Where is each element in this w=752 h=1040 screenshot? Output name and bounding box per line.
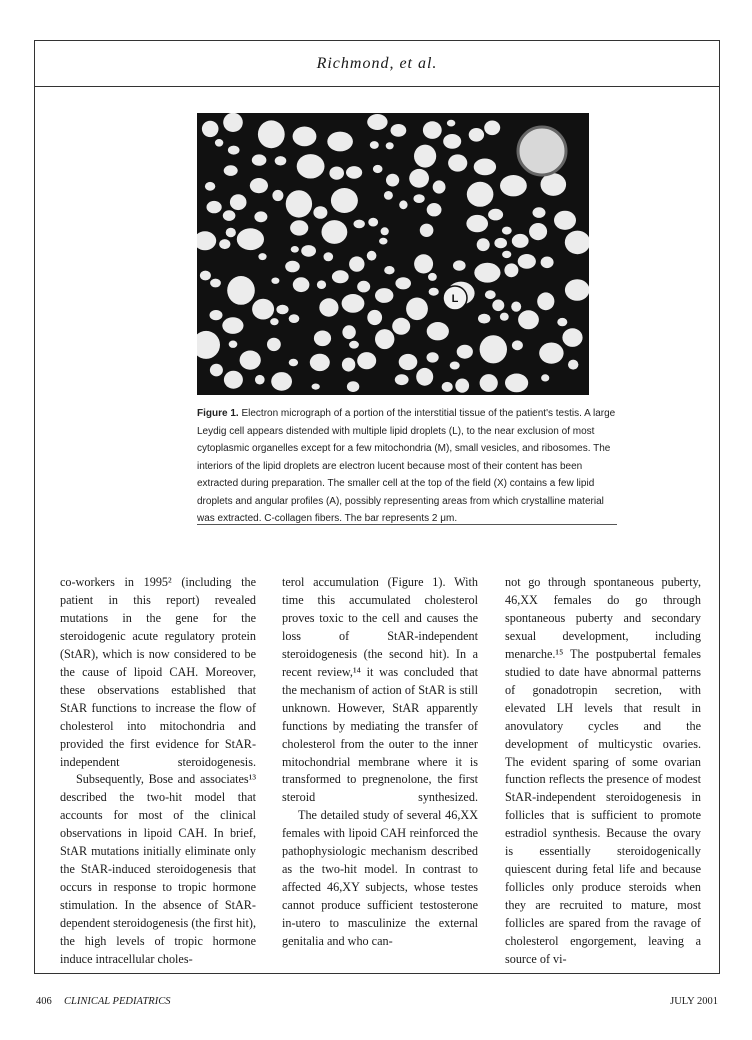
lipid-droplet	[347, 381, 359, 392]
lipid-droplet	[428, 273, 437, 281]
lipid-droplet	[386, 142, 394, 149]
lipid-droplet	[474, 263, 500, 283]
lipid-droplet	[416, 368, 433, 386]
lipid-droplet	[485, 290, 496, 299]
lipid-droplet	[317, 280, 326, 289]
lipid-droplet	[557, 318, 567, 326]
lipid-droplet	[386, 174, 399, 187]
lipid-droplet	[467, 182, 494, 207]
lipid-droplet	[406, 298, 428, 321]
lipid-droplet	[310, 354, 330, 371]
lipid-droplet	[270, 318, 278, 325]
text-column-2	[282, 574, 478, 951]
lipid-droplet	[237, 228, 264, 250]
lipid-droplet	[562, 328, 582, 347]
lipid-droplet	[455, 379, 469, 393]
lipid-droplet	[342, 294, 365, 313]
issue-date: JULY 2001	[670, 996, 718, 1007]
lipid-droplet	[229, 341, 238, 348]
lipid-droplet	[224, 371, 243, 389]
lipid-droplet	[349, 256, 364, 271]
lipid-droplet	[205, 182, 215, 191]
lipid-droplet	[384, 266, 394, 274]
lipid-droplet	[331, 188, 358, 213]
lipid-droplet	[529, 223, 547, 240]
journal-name: CLINICAL PEDIATRICS	[64, 996, 171, 1007]
lipid-droplet	[329, 167, 344, 180]
lipid-droplet	[291, 246, 299, 253]
lipid-droplet	[379, 238, 387, 245]
lipid-droplet	[384, 191, 393, 200]
lipid-droplet	[354, 220, 365, 229]
lipid-droplet	[219, 239, 230, 249]
lipid-droplet	[554, 211, 576, 230]
lipid-droplet	[539, 343, 563, 364]
lipid-droplet	[409, 169, 429, 188]
figure-label: Figure 1.	[197, 408, 239, 419]
lipid-droplet	[453, 260, 466, 270]
lipid-droplet	[469, 128, 484, 142]
lipid-droplet	[223, 210, 236, 221]
page-number: 406	[36, 996, 52, 1007]
lipid-droplet	[433, 180, 446, 193]
lipid-droplet	[207, 201, 222, 213]
lipid-droplet	[290, 220, 308, 235]
lipid-droplet	[474, 159, 496, 176]
lipid-droplet	[492, 300, 504, 312]
lipid-droplet	[271, 278, 279, 284]
lipid-droplet	[537, 292, 554, 310]
lipid-droplet	[484, 121, 500, 136]
lipid-droplet	[367, 310, 382, 325]
lipid-droplet	[423, 121, 442, 139]
lipid-droplet	[450, 362, 460, 370]
figure-caption	[197, 405, 617, 528]
lipid-droplet	[215, 139, 223, 147]
lipid-droplet	[312, 384, 320, 390]
lipid-droplet	[500, 175, 527, 196]
lipid-droplet	[367, 251, 377, 261]
lipid-droplet	[414, 194, 425, 203]
lipid-droplet	[314, 331, 331, 347]
lipid-droplet	[332, 270, 349, 283]
lipid-droplet	[480, 335, 507, 363]
lipid-droplet	[227, 276, 255, 305]
lipid-droplet	[322, 220, 348, 244]
lipid-droplet	[289, 314, 300, 323]
lipid-droplet	[480, 374, 498, 392]
lipid-droplet	[541, 257, 554, 269]
lipid-droplet	[271, 372, 292, 391]
lipid-droplet	[427, 203, 442, 216]
lipid-droplet	[447, 120, 455, 127]
caption-rule	[197, 524, 617, 525]
lipid-droplet	[512, 234, 529, 248]
lipid-droplet	[512, 340, 523, 350]
lipid-droplet	[224, 165, 238, 176]
lipid-droplet	[293, 277, 310, 292]
paragraph: The detailed study of several 46,XX females with lipoid CAH reinforced the pathophysiologic mechanism described as the two-hit model. In contrast to affected 46,XY subjects, whose testes cannot produce sufficient testosterone in-utero to masculinize the external genitalia and who can-	[282, 808, 478, 949]
lipid-droplet	[286, 190, 312, 217]
lipid-droplet	[252, 154, 267, 165]
lipid-droplet	[327, 132, 353, 152]
lipid-droplet	[342, 358, 355, 372]
lipid-droplet	[477, 238, 490, 251]
lipid-droplet	[276, 305, 288, 314]
lipid-droplet	[357, 281, 370, 293]
lipid-droplet	[293, 127, 317, 147]
lipid-droplet	[313, 206, 327, 219]
micrograph-image	[197, 113, 589, 395]
lipid-droplet	[346, 166, 362, 179]
lipid-droplet	[502, 227, 512, 235]
figure-caption-text: Electron micrograph of a portion of the interstitial tissue of the patient's testis. A large Leydig cell appears distended with multiple lipid droplets (L), to the near exclusion of most cytoplasmic organelles except for a few mitochondria (M), small vesicles, and ribosomes. The interiors of the lipid droplets are electron lucent because most of their content has been extracted during preparation. The smaller cell at the top of the field (X) contains a few lipid droplets and angular profiles (A), possibly representing areas from which crystalline material was extracted. C-collagen fibers. The bar represents 2 μm.	[197, 408, 616, 524]
marker-l: L	[451, 293, 459, 305]
lipid-droplet	[349, 341, 359, 349]
lipid-droplet	[319, 298, 338, 316]
lipid-droplet	[226, 228, 236, 238]
lipid-droplet	[230, 194, 247, 210]
paragraph: Subsequently, Bose and associates¹³ described the two-hit model that accounts for most of the clinical observations in lipoid CAH. In brief, StAR mutations initially eliminate only the StAR-induced steroidogenesis that occurs in response to tropic hormone stimulation. In the absence of StAR-dependent steroidogenesis (the first hit), the high levels of tropic hormone induce intracellular choles-	[60, 772, 256, 967]
lipid-droplet	[373, 165, 383, 173]
paragraph: co-workers in 1995² (including the patient in this report) revealed mutations in the gene for the steroidogenic acute regulatory protein (StAR), which is now considered to be the cause of lipoid CAH. Moreover, these observations established that StAR functions to increase the flow of cholesterol into mitochondria and provided the first evidence for StAR-independent steroidogenesis.	[60, 575, 256, 769]
lipid-droplet	[488, 209, 503, 221]
lipid-droplet	[342, 325, 355, 339]
lipid-droplet	[255, 375, 265, 385]
lipid-droplet	[223, 113, 243, 132]
lipid-droplet	[375, 329, 394, 349]
lipid-droplet	[275, 156, 287, 165]
lipid-droplet	[399, 354, 418, 370]
lipid-droplet	[442, 382, 453, 392]
lipid-droplet	[518, 254, 536, 269]
lipid-droplet	[250, 178, 268, 193]
lipid-droplet	[500, 313, 509, 321]
header-rule	[34, 86, 720, 87]
lipid-droplet	[541, 374, 549, 381]
lipid-droplet	[448, 154, 467, 171]
lipid-droplet	[222, 317, 243, 334]
lipid-droplet	[504, 263, 518, 277]
text-column-3	[505, 574, 701, 969]
lipid-droplet	[357, 352, 376, 369]
lipid-droplet	[565, 279, 589, 301]
lipid-droplet	[466, 215, 488, 232]
lipid-droplet	[258, 253, 266, 260]
lipid-droplet	[414, 254, 433, 273]
lipid-droplet	[494, 238, 507, 248]
lipid-droplet	[511, 302, 521, 312]
lipid-droplet	[392, 318, 410, 335]
lipid-droplet	[505, 374, 528, 393]
lipid-droplet	[210, 364, 223, 377]
lipid-droplet	[420, 224, 434, 237]
lipid-droplet	[301, 245, 316, 257]
running-head: Richmond, et al.	[316, 55, 438, 72]
lipid-droplet	[443, 134, 461, 149]
lipid-droplet	[289, 359, 298, 367]
lipid-droplet	[427, 352, 439, 362]
lipid-droplet	[414, 145, 436, 168]
small-cell	[518, 127, 566, 175]
lipid-droplet	[518, 310, 539, 329]
lipid-droplet	[375, 288, 393, 303]
lipid-droplet	[368, 218, 378, 227]
lipid-droplet	[533, 207, 546, 218]
lipid-droplet	[381, 227, 389, 235]
lipid-droplet	[457, 345, 473, 359]
lipid-droplet	[478, 314, 490, 324]
lipid-droplet	[210, 279, 221, 288]
electron-micrograph	[197, 113, 589, 395]
lipid-droplet	[367, 114, 387, 130]
lipid-droplet	[200, 271, 211, 281]
lipid-droplet	[240, 351, 261, 370]
lipid-droplet	[427, 322, 449, 340]
lipid-droplet	[541, 173, 567, 196]
lipid-droplet	[370, 141, 379, 149]
lipid-droplet	[297, 154, 325, 178]
lipid-droplet	[395, 374, 409, 385]
lipid-droplet	[568, 360, 578, 370]
text-column-1	[60, 574, 256, 969]
paragraph: terol accumulation (Figure 1). With time this accumulated cholesterol proves toxic to the cell and causes the loss of StAR-independent steroidogenesis (the second hit). In a recent review,¹⁴ it was concluded that the mechanism of action of StAR is still unknown. However, StAR apparently functions by mediating the transfer of cholesterol from the outer to the inner mitochondrial membrane where it is transformed to pregnenolone, the first steroid synthesized.	[282, 575, 478, 805]
lipid-droplet	[210, 310, 223, 320]
lipid-droplet	[395, 277, 411, 289]
lipid-droplet	[399, 200, 407, 209]
lipid-droplet	[391, 124, 407, 137]
lipid-droplet	[254, 211, 267, 222]
lipid-droplet	[228, 146, 240, 155]
lipid-droplet	[252, 299, 274, 320]
lipid-droplet	[272, 190, 283, 201]
lipid-droplet	[285, 261, 300, 273]
lipid-droplet	[258, 120, 285, 148]
paragraph: not go through spontaneous puberty, 46,XX females do go through spontaneous puberty and secondary sexual development, including menarche.¹⁵ The postpubertal females studied to date have abnormal patterns of gonadotropin secretion, with elevated LH levels that result in anovulatory cycles and the development of multicystic ovaries. The evident sparing of some ovarian function reflects the presence of modest StAR-independent steroidogenesis in follicles that is sufficient to promote estradiol synthesis. Because the ovary is essentially steroidogenically quiescent during fetal life and because follicles only produce steroids when they are recruited to mature, most follicles are spared from the ravage of cholesterol engorgement, leaving a source of vi-	[505, 575, 701, 967]
lipid-droplet	[429, 288, 439, 296]
lipid-droplet	[502, 251, 511, 258]
lipid-droplet	[267, 338, 281, 351]
lipid-droplet	[202, 121, 219, 137]
lipid-droplet	[324, 252, 334, 261]
